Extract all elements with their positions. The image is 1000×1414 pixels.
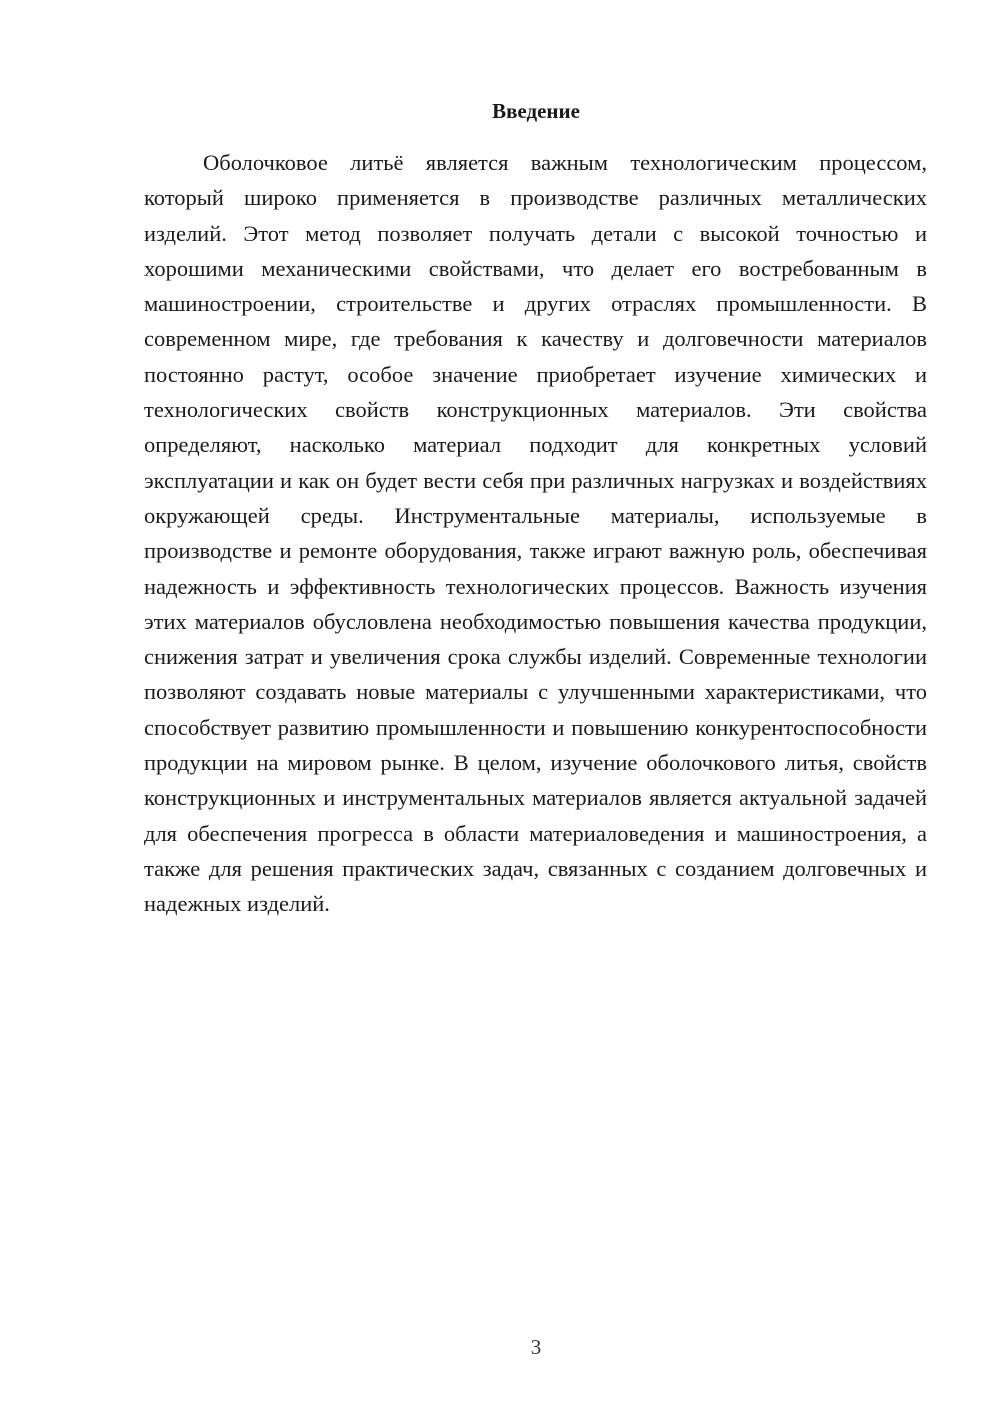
page-number: 3 [530, 1335, 542, 1359]
section-title: Введение [492, 99, 580, 123]
body-paragraph: Оболочковое литьё является важным технологическим процессом, который широко применяется в производстве различных металлических изделий. Этот метод позволяет получать детали с высокой точностью и хорошими механическими свойствами, что делает его востребованным в машиностроении, строительстве и других отраслях промышленности. В современном мире, где требования к качеству и долговечности материалов постоянно растут, особое значение приобретает изучение химических и технологических свойств конструкционных материалов. Эти свойства определяют, насколько материал подходит для конкретных условий эксплуатации и как он будет вести себя при различных нагрузках и воздействиях окружающей среды. Инструментальные материалы, используемые в производстве и ремонте оборудования, также играют важную роль, обеспечивая надежность и эффективность технологических процессов. Важность изучения этих материалов обусловлена необходимостью повышения качества продукции, снижения затрат и увеличения срока службы изделий. Современные технологии позволяют создавать новые материалы с улучшенными характеристиками, что способствует развитию промышленности и повышению конкурентоспособности продукции на мировом рынке. В целом, изучение оболочкового литья, свойств конструкционных и инструментальных материалов является актуальной задачей для обеспечения прогресса в области материаловедения и машиностроения, а также для решения практических задач, связанных с созданием долговечных и надежных изделий. [144, 150, 927, 917]
